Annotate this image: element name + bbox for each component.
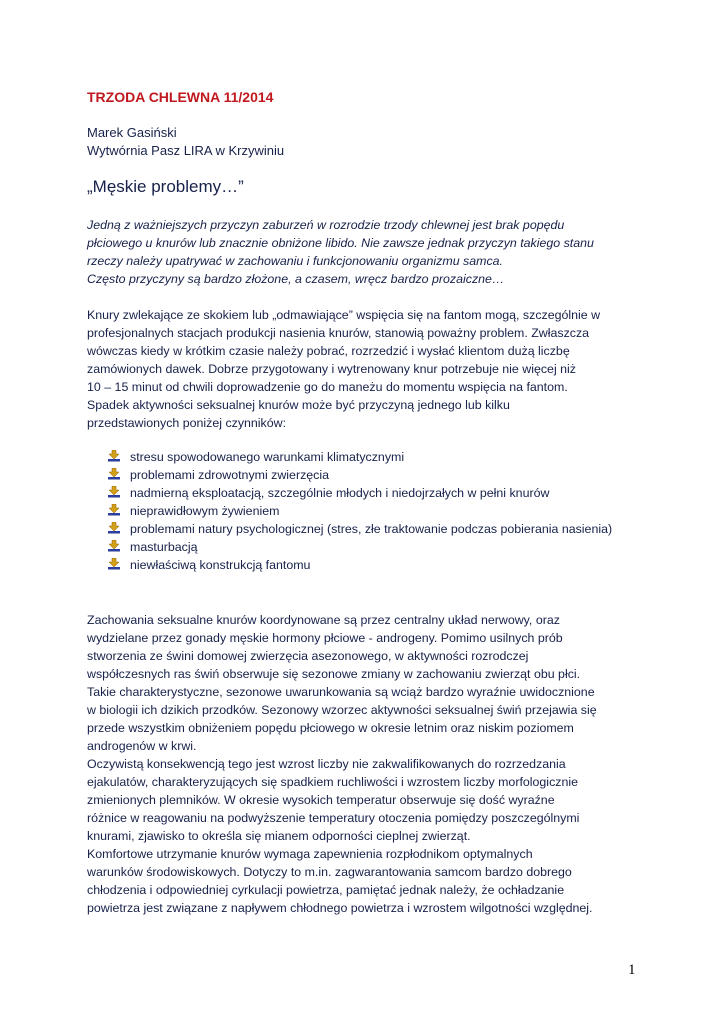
list-item-text: problemami zdrowotnymi zwierzęcia [130,468,330,482]
text-line: knurami, zjawisko to określa się mianem odporności cieplnej zwierząt. [87,829,471,843]
factors-list [108,448,628,574]
text-line: Oczywistą konsekwencją tego jest wzrost liczby nie zakwalifikowanych do rozrzedzania [87,757,566,771]
text-line: androgenów w krwi. [87,739,197,753]
list-item-text: nieprawidłowym żywieniem [130,504,280,518]
text-line: 10 – 15 minut od chwili doprowadzenie go do maneżu do momentu wspięcia na fantom. [87,380,568,394]
text-line: Spadek aktywności seksualnej knurów może być przyczyną jednego lub kilku [87,398,510,412]
author-affiliation: Wytwórnia Pasz LIRA w Krzywiniu [87,143,285,158]
down-arrow-bullet-icon [108,522,120,535]
list-item [108,556,628,574]
text-line: współczesnych ras świń obserwuje się sezonowe zmiany w zachowaniu zwierząt obu płci. [87,667,581,681]
text-line: powietrza jest związane z napływem chłodnego powietrza i wzrostem wilgotności względnej. [87,901,593,915]
down-arrow-bullet-icon [108,486,120,499]
down-arrow-bullet-icon [108,504,120,517]
paragraph-main [87,611,647,917]
text-line: Takie charakterystyczne, sezonowe uwarunkowania są wciąż bardzo wyraźnie uwidocznione [87,685,595,699]
text-line: przedstawionych poniżej czynników: [87,416,287,430]
article-title: „Męskie problemy…” [87,177,244,196]
text-line: Komfortowe utrzymanie knurów wymaga zapewnienia rozpłodnikom optymalnych [87,847,533,861]
paragraph-intro [87,306,647,432]
publication-heading: TRZODA CHLEWNA 11/2014 [87,89,274,105]
down-arrow-bullet-icon [108,540,120,553]
text-line: Knury zwlekające ze skokiem lub „odmawiające” wspięcia się na fantom mogą, szczególnie w [87,308,601,322]
list-item-text: nadmierną eksploatacją, szczególnie młodych i niedojrzałych w pełni knurów [130,486,550,500]
list-item [108,484,628,502]
page-number: 1 [628,962,636,978]
list-item [108,538,628,556]
down-arrow-bullet-icon [108,450,120,463]
text-line: wydzielane przez gonady męskie hormony płciowe - androgeny. Pomimo usilnych prób [87,631,563,645]
lead-line: rzeczy należy upatrywać w zachowaniu i funkcjonowaniu organizmu samca. [87,254,503,268]
text-line: wówczas kiedy w krótkim czasie należy pobrać, rozrzedzić i wysłać klientom dużą liczbę [87,344,570,358]
text-line: zamówionych dawek. Dobrze przygotowany i wytrenowany knur potrzebuje nie więcej niż [87,362,576,376]
lead-paragraph [87,216,647,288]
down-arrow-bullet-icon [108,558,120,571]
text-line: przede wszystkim obniżeniem popędu płciowego w okresie letnim oraz niskim poziomem [87,721,574,735]
lead-line: Często przyczyny są bardzo złożone, a czasem, wręcz bardzo prozaiczne… [87,272,505,286]
text-line: profesjonalnych stacjach produkcji nasienia knurów, stanowią poważny problem. Zwłaszcza [87,326,590,340]
author-name: Marek Gasiński [87,125,177,140]
text-line: różnice w reagowaniu na podwyższenie temperatury otoczenia pomiędzy poszczególnymi [87,811,580,825]
text-line: warunków środowiskowych. Dotyczy to m.in. zagwarantowania samcom bardzo dobrego [87,865,572,879]
text-line: chłodzenia i odpowiedniej cyrkulacji powietrza, pamiętać jednak należy, że ochładzanie [87,883,565,897]
list-item-text: niewłaściwą konstrukcją fantomu [130,558,311,572]
list-item-text: stresu spowodowanego warunkami klimatycznymi [130,450,405,464]
text-line: Zachowania seksualne knurów koordynowane są przez centralny układ nerwowy, oraz [87,613,560,627]
text-line: w biologii ich dzikich przodków. Sezonowy wzorzec aktywności seksualnej świń przejawia się [87,703,597,717]
list-item [108,520,628,538]
lead-line: płciowego u knurów lub znacznie obniżone libido. Nie zawsze jednak przyczyn takiego stanu [87,236,594,250]
text-line: zmienionych plemników. W okresie wysokich temperatur obserwuje się dość wyraźne [87,793,555,807]
list-item [108,448,628,466]
list-item-text: masturbacją [130,540,198,554]
list-item [108,502,628,520]
text-line: stworzenia ze świni domowej zwierzęcia asezonowego, w aktywności rozrodczej [87,649,529,663]
text-line: ejakulatów, charakteryzujących się spadkiem ruchliwości i wzrostem liczby morfologicznie [87,775,578,789]
list-item-text: problemami natury psychologicznej (stres, złe traktowanie podczas pobierania nasienia) [130,522,613,536]
down-arrow-bullet-icon [108,468,120,481]
author-block [87,124,284,160]
lead-line: Jedną z ważniejszych przyczyn zaburzeń w rozrodzie trzody chlewnej jest brak popędu [87,218,565,232]
list-item [108,466,628,484]
